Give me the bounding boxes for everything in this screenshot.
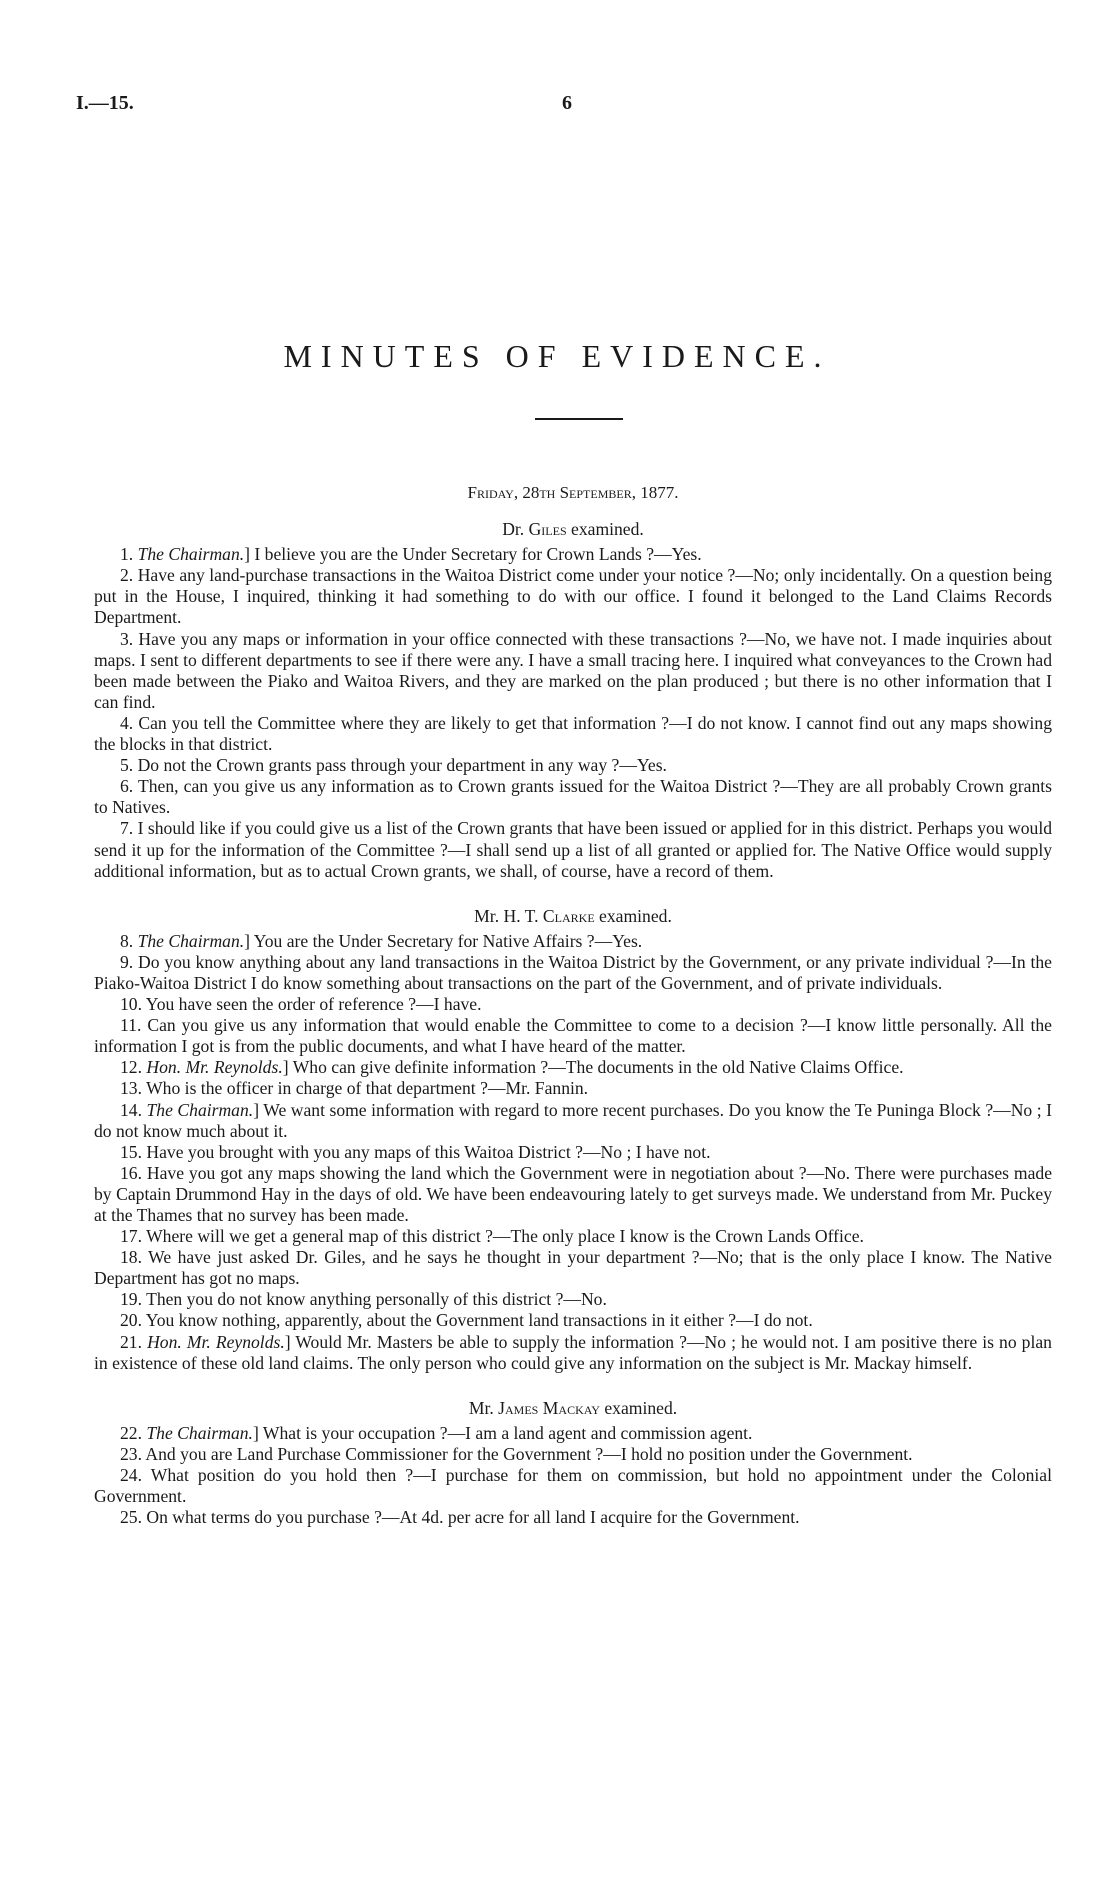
speaker-bracket: ] [244, 544, 255, 565]
document-title: MINUTES OF EVIDENCE. [283, 338, 831, 374]
question-paragraph [94, 1142, 1052, 1163]
witness-heading [94, 1398, 1052, 1419]
paper-reference: I.—15. [76, 92, 134, 114]
session-date: Friday, 28th September, 1877. [467, 483, 679, 502]
question-number: 20. [120, 1310, 146, 1331]
paragraph-text: You know nothing, apparently, about the Government land transactions in it either ?—I do not. [145, 1310, 813, 1331]
paragraph-text: Have you brought with you any maps of this Waitoa District ?—No ; I have not. [146, 1141, 711, 1162]
paragraph-text: Would Mr. Masters be able to supply the information ?—No ; he would not. I am positive there is no plan in existence of these old land claims. The only person who could give any information on the subject is Mr. Mackay himself. [94, 1331, 1052, 1373]
paragraph-text: On what terms do you purchase ?—At 4d. per acre for all land I acquire for the Government. [146, 1507, 800, 1528]
paragraph-text: I believe you are the Under Secretary for Crown Lands ?—Yes. [254, 544, 702, 565]
question-paragraph [94, 1015, 1052, 1057]
question-paragraph [94, 1332, 1052, 1374]
paragraph-text: Do not the Crown grants pass through your department in any way ?—Yes. [137, 755, 667, 776]
speaker-bracket: ] [244, 930, 254, 951]
witness-name: Giles [528, 519, 567, 540]
witness-examined: examined. [594, 905, 672, 926]
question-number: 16. [120, 1162, 147, 1183]
question-paragraph [94, 1078, 1052, 1099]
speaker-name: The Chairman. [137, 544, 245, 565]
paragraph-text: You have seen the order of reference ?—I have. [145, 994, 482, 1015]
question-paragraph [94, 1163, 1052, 1226]
paragraph-text: And you are Land Purchase Commissioner for the Government ?—I hold no position under the Government. [145, 1443, 913, 1464]
question-number: 23. [120, 1443, 146, 1464]
paragraph-text: We have just asked Dr. Giles, and he says he thought in your department ?—No; that is the only place I know. The Native Department has got no maps. [94, 1247, 1052, 1289]
witness-title: Mr. H. T. [474, 905, 543, 926]
question-paragraph [94, 1423, 1052, 1444]
speaker-name: Hon. Mr. Reynolds. [146, 1057, 283, 1078]
question-number: 24. [120, 1465, 151, 1486]
question-paragraph [94, 1444, 1052, 1465]
question-number: 13. [120, 1078, 147, 1099]
page-number: 6 [562, 92, 572, 114]
section-spacer [94, 882, 1052, 900]
speaker-bracket: ] [253, 1099, 264, 1120]
question-number: 17. [120, 1226, 147, 1247]
question-paragraph [94, 629, 1052, 713]
question-number: 7. [120, 818, 138, 839]
question-paragraph [94, 1100, 1052, 1142]
paragraph-text: We want some information with regard to more recent purchases. Do you know the Te Puninga Block ?—No ; I do not know much about it. [94, 1099, 1052, 1141]
speaker-name: Hon. Mr. Reynolds. [147, 1331, 285, 1352]
question-paragraph [94, 1310, 1052, 1331]
question-paragraph [94, 1465, 1052, 1507]
speaker-name: The Chairman. [146, 1422, 253, 1443]
witness-title: Mr. [468, 1397, 499, 1418]
question-number: 9. [120, 951, 139, 972]
question-number: 19. [120, 1289, 147, 1310]
paragraph-text: Can you tell the Committee where they are likely to get that information ?—I do not know. I cannot find out any maps showing the blocks in that district. [94, 712, 1053, 755]
title-rule [535, 418, 623, 420]
paragraph-text: Do you know anything about any land transactions in the Waitoa District by the Government, or any private individual ?—In the Piako-Waitoa District I do know something about transactions on the part of the Government, and of private individuals. [94, 951, 1052, 993]
paragraph-text: Who can give definite information ?—The documents in the old Native Claims Office. [292, 1057, 904, 1078]
question-number: 18. [120, 1247, 149, 1268]
paragraph-text: Have any land-purchase transactions in the Waitoa District come under your notice ?—No; only incidentally. On a question being put in the House, I inquired, thinking it had something to do with our office. I found it belonged to the Land Claims Records Department. [94, 565, 1052, 628]
question-paragraph [94, 994, 1052, 1015]
paragraph-text: Who is the officer in charge of that department ?—Mr. Fannin. [146, 1078, 589, 1099]
question-paragraph [94, 1289, 1052, 1310]
witness-examined: examined. [566, 519, 644, 540]
question-number: 14. [120, 1099, 147, 1120]
paragraph-text: What is your occupation ?—I am a land agent and commission agent. [262, 1422, 753, 1443]
question-paragraph [94, 1226, 1052, 1247]
question-paragraph [94, 1247, 1052, 1289]
speaker-bracket: ] [284, 1331, 296, 1352]
question-number: 3. [120, 628, 139, 649]
paragraph-text: What position do you hold then ?—I purchase for them on commission, but hold no appointment under the Colonial Government. [94, 1465, 1052, 1507]
witness-name: Clarke [542, 905, 595, 926]
question-paragraph [94, 565, 1052, 628]
question-number: 12. [120, 1057, 147, 1078]
document-body [94, 482, 1052, 1528]
question-number: 10. [120, 994, 146, 1015]
witness-title: Dr. [502, 519, 529, 540]
question-paragraph [94, 1507, 1052, 1528]
question-number: 25. [120, 1507, 147, 1528]
witness-heading [94, 906, 1052, 927]
question-paragraph [94, 755, 1052, 776]
question-number: 21. [120, 1331, 148, 1352]
question-number: 15. [120, 1141, 147, 1162]
paragraph-text: Where will we get a general map of this district ?—The only place I know is the Crown Lands Office. [146, 1226, 864, 1247]
question-number: 5. [120, 755, 138, 776]
question-number: 8. [120, 930, 138, 951]
witness-name: James Mackay [498, 1397, 600, 1418]
question-number: 22. [120, 1422, 147, 1443]
question-number: 2. [120, 565, 138, 586]
paragraph-text: Can you give us any information that would enable the Committee to come to a decision ?—I know little personally. All the information I got is from the public documents, and what I have heard of the matter. [94, 1015, 1052, 1057]
question-paragraph [94, 544, 1052, 565]
question-number: 1. [120, 544, 138, 565]
speaker-name: The Chairman. [146, 1099, 254, 1120]
paragraph-text: Have you any maps or information in your office connected with these transactions ?—No, we have not. I made inquiries about maps. I sent to different departments to see if there were any. I have a small tracing here. I inquired what conveyances to the Crown had been made between the Piako and Waitoa Rivers, and they are marked on the plan produced ; but there is no other information that I can find. [94, 628, 1052, 712]
section-spacer [94, 503, 1052, 513]
witness-examined: examined. [599, 1397, 678, 1418]
question-number: 4. [120, 712, 139, 733]
question-number: 11. [120, 1015, 148, 1036]
witness-heading [94, 519, 1052, 540]
speaker-bracket: ] [252, 1422, 263, 1443]
question-paragraph [94, 952, 1052, 994]
question-paragraph [94, 776, 1052, 818]
paragraph-text: Then you do not know anything personally of this district ?—No. [146, 1289, 607, 1310]
question-paragraph [94, 931, 1052, 952]
paragraph-text: Then, can you give us any information as to Crown grants issued for the Waitoa District ?—They are all probably Crown grants to Natives. [94, 776, 1052, 818]
speaker-name: The Chairman. [137, 930, 245, 951]
paragraph-text: I should like if you could give us a list of the Crown grants that have been issued or applied for in this district. Perhaps you would send it up for the information of the Committee ?—I shall send up a list of all granted or applied for. The Native Office would supply additional information, but as to actual Crown grants, we shall, of course, have a record of them. [94, 818, 1053, 881]
paragraph-text: Have you got any maps showing the land which the Government were in negotiation about ?—No. There were purchases made by Captain Drummond Hay in the days of old. We have been endeavouring lately to get surveys made. We understand from Mr. Puckey at the Thames that no survey has been made. [94, 1162, 1053, 1225]
question-number: 6. [120, 776, 138, 797]
question-paragraph [94, 818, 1052, 881]
question-paragraph [94, 1057, 1052, 1078]
section-spacer [94, 1374, 1052, 1392]
paragraph-text: You are the Under Secretary for Native Affairs ?—Yes. [253, 930, 643, 951]
question-paragraph [94, 713, 1052, 755]
speaker-bracket: ] [282, 1057, 293, 1078]
